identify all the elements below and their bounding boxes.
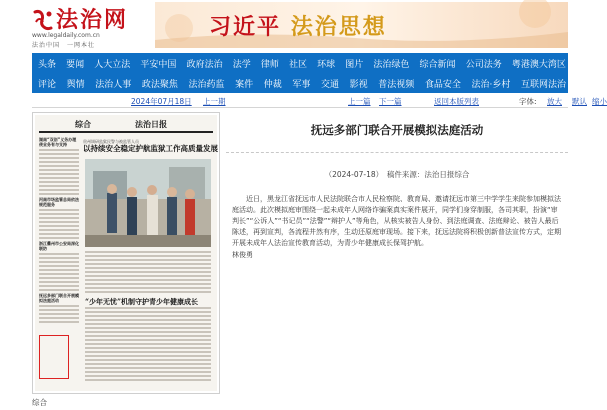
logo-mark-icon [32,8,54,32]
prev-article-link[interactable]: 上一篇 [348,97,371,106]
nav-row-2 [38,73,566,93]
nav-item-renda[interactable]: 人大立法 [94,59,131,70]
newspaper-page-frame [32,112,220,394]
banner-highlight: 法治思想 [290,14,387,40]
back-to-list-link[interactable]: 返回本版列表 [434,97,479,106]
nav-item-zhengfu[interactable]: 政府法治 [186,59,223,70]
article-panel [226,112,568,394]
nav-item-junshi[interactable]: 军事 [292,79,311,90]
font-size-label: 字体: [519,97,537,106]
nav-item-zhengfa[interactable]: 政法聚焦 [141,79,178,90]
nav-item-yaowen[interactable]: 要闻 [66,59,85,70]
lead-photo-illustration [85,159,211,247]
nav-item-hulianwang[interactable]: 互联网法治 [520,79,566,90]
article-body: 近日，黑龙江省抚远市人民法院联合市人民检察院、教育局、邀请抚远市第三中学学生来院参加模拟法庭活动。此次模拟庭审围绕一起未成年人网络诈骗案真实案件展开，同学们身穿制服，各司其职，扮演“审判长”“公诉人”“书记员”“法警”“辩护人”等角色，从核实被告人身份、到法庭调查、法庭辩论、被告人最后陈述，再到宣判，各流程井然有序，生动还原庭审现场。接下来，抚远法院将积极创新普法宣传方式，定期开展未成年人法治宣传教育活动，为青少年健康成长保驾护航。 [232,195,561,247]
nav-item-shequ[interactable]: 社区 [288,59,307,70]
page-side-headline[interactable]: 抚远多部门联合开展模拟法庭活动 [39,293,79,303]
article-title: 抚远多部门联合开展模拟法庭活动 [310,123,484,137]
main-nav [32,53,568,93]
current-article-highlight[interactable] [39,335,69,379]
nav-item-xiangcun[interactable]: 法治·乡村 [471,79,511,90]
newspaper-page-image[interactable] [35,115,217,391]
nav-item-yaojian[interactable]: 法治药监 [188,79,225,90]
nav-item-jiaotong[interactable]: 交通 [321,79,340,90]
section-footer-label: 综合 [32,398,47,407]
nav-item-anjian[interactable]: 案件 [235,79,254,90]
nav-item-pingan[interactable]: 平安中国 [140,59,177,70]
nav-item-lvshi[interactable]: 律师 [260,59,279,70]
page-side-headline[interactable]: 浙江衢州市公安局深化联防 [39,241,79,251]
article-author: 林俊勇 [232,251,253,259]
logo-main [32,6,152,34]
nav-item-gongsi[interactable]: 公司法务 [465,59,502,70]
page-side-headline[interactable]: 湖南“双创”义务办理使业务有与支持 [39,137,77,147]
page-masthead-title: 法治日报 [135,119,167,129]
nav-item-huanqiu[interactable]: 环球 [317,59,336,70]
nav-item-toutiao[interactable]: 头条 [38,59,57,70]
page-second-title: “少年无忧”机制守护青少年健康成长 [85,297,199,306]
font-shrink-link[interactable]: 缩小 [592,97,607,106]
site-header [0,0,600,50]
header-banner[interactable] [155,2,568,48]
page-lead-kicker: 贵州调研监狱民警与被监管人员 [83,139,139,144]
font-enlarge-link[interactable]: 放大 [547,97,562,106]
page-masthead [39,119,213,133]
nav-item-lvse[interactable]: 法治绿色 [373,59,410,70]
edition-toolbar [32,96,607,108]
site-logo[interactable] [32,6,152,48]
page-lead-text [85,251,211,295]
banner-title [209,10,387,41]
page-lead-headline[interactable] [83,139,218,154]
nav-item-pufa[interactable]: 普法视频 [378,79,415,90]
article-meta: （2024-07-18） 稿件来源：法治日报综合 [324,170,470,179]
nav-item-shipin[interactable]: 食品安全 [424,79,461,90]
nav-item-faxue[interactable]: 法学 [232,59,251,70]
nav-row-1 [38,53,566,73]
issue-date-link[interactable]: 2024年07月18日 [131,97,192,106]
page-section-label: 综合 [75,119,91,129]
site-url: www.legaldaily.com.cn [32,32,100,39]
nav-item-yingshi[interactable]: 影视 [349,79,368,90]
prev-issue-link[interactable]: 上一期 [203,97,226,106]
site-slogan: 法治中国 一网本壮 [32,42,96,49]
next-article-link[interactable]: 下一篇 [379,97,402,106]
banner-prefix: 习近平 [209,14,282,40]
page-lead-title: 以持续安全稳定护航监狱工作高质量发展 [83,144,218,153]
nav-item-pinglun[interactable]: 评论 [38,79,57,90]
page-second-article[interactable] [85,297,211,383]
logo-text: 法治网 [56,7,129,33]
nav-item-dawanqu[interactable]: 粤港澳大湾区 [511,59,566,70]
page-side-headline[interactable]: 河南市场监管总局依法规范服务 [39,197,79,207]
nav-item-zhongcai[interactable]: 仲裁 [263,79,282,90]
article-divider [226,152,568,153]
page-lead-photo [85,159,211,247]
font-default-link[interactable]: 默认 [572,97,587,106]
nav-item-renshi[interactable]: 法治人事 [95,79,132,90]
nav-item-zonghe[interactable]: 综合新闻 [419,59,456,70]
nav-item-tupian[interactable]: 图片 [345,59,364,70]
nav-item-yuqing[interactable]: 舆情 [66,79,85,90]
